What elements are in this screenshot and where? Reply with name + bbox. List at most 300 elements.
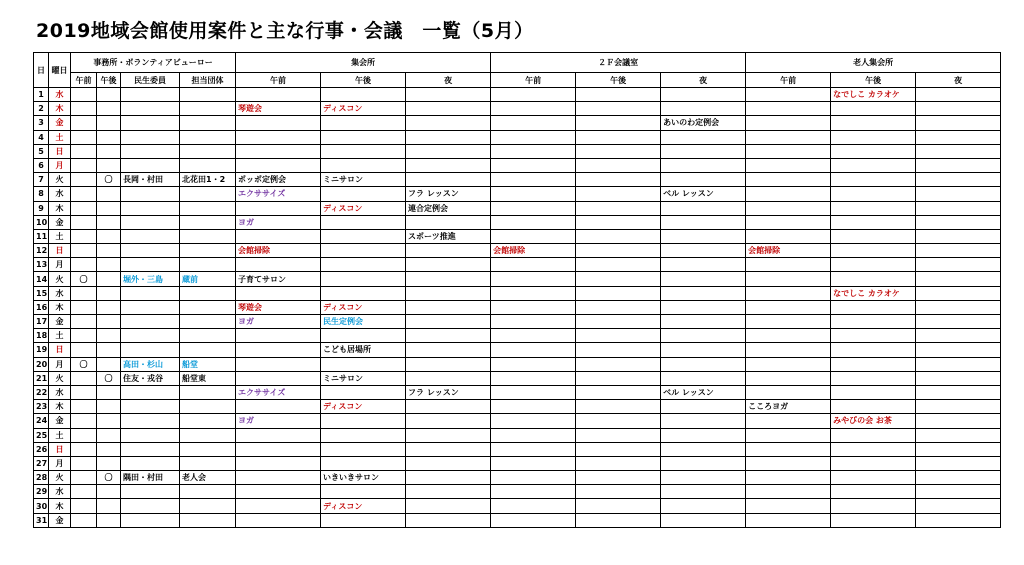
elder-am-cell	[746, 158, 831, 172]
day-cell: 19	[34, 343, 49, 357]
office-am-cell	[71, 329, 97, 343]
hall-pm-cell	[321, 286, 406, 300]
group-cell	[180, 428, 236, 442]
room-am-cell	[491, 272, 576, 286]
elder-pm-cell	[831, 357, 916, 371]
elder-night-cell	[916, 357, 1001, 371]
elder-night-cell	[916, 329, 1001, 343]
elder-am-cell	[746, 385, 831, 399]
weekday-cell: 日	[49, 343, 71, 357]
hall-night-cell	[406, 499, 491, 513]
group-cell	[180, 329, 236, 343]
room-am-cell	[491, 201, 576, 215]
hall-night-cell	[406, 343, 491, 357]
header-weekday: 曜日	[49, 53, 71, 88]
room-pm-cell	[576, 371, 661, 385]
office-pm-cell	[97, 215, 121, 229]
subheader-pm: 午後	[831, 73, 916, 88]
hall-pm-cell	[321, 88, 406, 102]
elder-am-cell	[746, 88, 831, 102]
elder-am-cell	[746, 144, 831, 158]
room-am-cell	[491, 300, 576, 314]
elder-night-cell	[916, 173, 1001, 187]
office-am-cell	[71, 371, 97, 385]
elder-pm-cell	[831, 116, 916, 130]
table-row	[34, 329, 1001, 343]
office-am-cell	[71, 244, 97, 258]
table-row	[34, 428, 1001, 442]
room-am-cell	[491, 499, 576, 513]
hall-am-cell: 子育てサロン	[236, 272, 321, 286]
hall-night-cell	[406, 173, 491, 187]
table-row	[34, 513, 1001, 527]
hall-night-cell	[406, 130, 491, 144]
room-night-cell	[661, 286, 746, 300]
room-pm-cell	[576, 116, 661, 130]
day-cell: 16	[34, 300, 49, 314]
room-pm-cell	[576, 315, 661, 329]
elder-am-cell	[746, 173, 831, 187]
elder-am-cell	[746, 442, 831, 456]
group-cell: 船堂東	[180, 371, 236, 385]
office-am-cell	[71, 173, 97, 187]
weekday-cell: 土	[49, 229, 71, 243]
subheader-pm: 午後	[97, 73, 121, 88]
table-row	[34, 456, 1001, 470]
hall-night-cell	[406, 102, 491, 116]
room-am-cell	[491, 102, 576, 116]
elder-night-cell	[916, 485, 1001, 499]
room-am-cell	[491, 371, 576, 385]
weekday-cell: 日	[49, 442, 71, 456]
room-night-cell	[661, 201, 746, 215]
hall-night-cell	[406, 442, 491, 456]
hall-night-cell	[406, 88, 491, 102]
office-am-cell	[71, 300, 97, 314]
table-row	[34, 215, 1001, 229]
weekday-cell: 日	[49, 244, 71, 258]
hall-pm-cell	[321, 116, 406, 130]
weekday-cell: 水	[49, 485, 71, 499]
office-pm-cell	[97, 513, 121, 527]
room-night-cell	[661, 357, 746, 371]
office-am-cell	[71, 88, 97, 102]
room-pm-cell	[576, 244, 661, 258]
room-night-cell	[661, 173, 746, 187]
room-night-cell	[661, 428, 746, 442]
weekday-cell: 火	[49, 471, 71, 485]
header-meeting-room: ２Ｆ会議室	[491, 53, 746, 73]
room-night-cell: ベル レッスン	[661, 385, 746, 399]
group-cell	[180, 456, 236, 470]
office-am-cell	[71, 144, 97, 158]
room-pm-cell	[576, 428, 661, 442]
room-am-cell	[491, 158, 576, 172]
office-pm-cell	[97, 456, 121, 470]
minsei-cell	[121, 258, 180, 272]
elder-pm-cell	[831, 471, 916, 485]
group-cell	[180, 513, 236, 527]
minsei-cell: 隅田・村田	[121, 471, 180, 485]
hall-night-cell	[406, 300, 491, 314]
table-row	[34, 343, 1001, 357]
room-pm-cell	[576, 485, 661, 499]
office-am-cell	[71, 102, 97, 116]
hall-am-cell	[236, 229, 321, 243]
elder-night-cell	[916, 158, 1001, 172]
elder-pm-cell	[831, 102, 916, 116]
hall-am-cell: ヨガ	[236, 215, 321, 229]
room-am-cell	[491, 286, 576, 300]
elder-night-cell	[916, 187, 1001, 201]
room-am-cell	[491, 130, 576, 144]
office-pm-cell	[97, 272, 121, 286]
hall-night-cell: 連合定例会	[406, 201, 491, 215]
minsei-cell	[121, 88, 180, 102]
group-cell	[180, 300, 236, 314]
elder-night-cell	[916, 300, 1001, 314]
room-night-cell	[661, 144, 746, 158]
office-pm-cell	[97, 229, 121, 243]
subheader-group: 担当団体	[180, 73, 236, 88]
header-day: 日	[34, 53, 49, 88]
office-am-cell	[71, 187, 97, 201]
elder-night-cell	[916, 428, 1001, 442]
hall-pm-cell: ディスコン	[321, 499, 406, 513]
table-row	[34, 442, 1001, 456]
hall-pm-cell	[321, 357, 406, 371]
group-cell	[180, 485, 236, 499]
table-row	[34, 173, 1001, 187]
elder-am-cell	[746, 315, 831, 329]
hall-am-cell	[236, 158, 321, 172]
elder-am-cell	[746, 187, 831, 201]
room-night-cell	[661, 215, 746, 229]
group-cell	[180, 187, 236, 201]
room-am-cell	[491, 116, 576, 130]
elder-night-cell	[916, 272, 1001, 286]
day-cell: 2	[34, 102, 49, 116]
hall-pm-cell: ディスコン	[321, 201, 406, 215]
day-cell: 17	[34, 315, 49, 329]
weekday-cell: 木	[49, 300, 71, 314]
elder-am-cell	[746, 357, 831, 371]
elder-night-cell	[916, 414, 1001, 428]
hall-pm-cell	[321, 485, 406, 499]
hall-am-cell	[236, 144, 321, 158]
elder-night-cell	[916, 400, 1001, 414]
room-pm-cell	[576, 400, 661, 414]
table-row	[34, 357, 1001, 371]
group-cell: 老人会	[180, 471, 236, 485]
day-cell: 18	[34, 329, 49, 343]
minsei-cell	[121, 456, 180, 470]
subheader-am: 午前	[746, 73, 831, 88]
elder-pm-cell	[831, 244, 916, 258]
group-cell	[180, 130, 236, 144]
minsei-cell	[121, 428, 180, 442]
weekday-cell: 水	[49, 286, 71, 300]
hall-am-cell	[236, 343, 321, 357]
weekday-cell: 火	[49, 371, 71, 385]
group-cell	[180, 144, 236, 158]
hall-am-cell	[236, 485, 321, 499]
elder-am-cell: こころヨガ	[746, 400, 831, 414]
hall-night-cell	[406, 116, 491, 130]
elder-night-cell	[916, 215, 1001, 229]
room-am-cell	[491, 258, 576, 272]
office-pm-cell	[97, 428, 121, 442]
room-night-cell	[661, 513, 746, 527]
room-am-cell	[491, 329, 576, 343]
hall-pm-cell: 民生定例会	[321, 315, 406, 329]
weekday-cell: 金	[49, 315, 71, 329]
office-pm-cell	[97, 357, 121, 371]
hall-am-cell	[236, 286, 321, 300]
hall-night-cell	[406, 456, 491, 470]
elder-am-cell	[746, 456, 831, 470]
elder-night-cell	[916, 385, 1001, 399]
room-am-cell	[491, 471, 576, 485]
elder-night-cell	[916, 499, 1001, 513]
weekday-cell: 火	[49, 272, 71, 286]
hall-pm-cell	[321, 442, 406, 456]
minsei-cell: 高田・杉山	[121, 357, 180, 371]
minsei-cell	[121, 300, 180, 314]
hall-night-cell	[406, 357, 491, 371]
hall-pm-cell: こども居場所	[321, 343, 406, 357]
hall-am-cell	[236, 442, 321, 456]
subheader-minsei: 民生委員	[121, 73, 180, 88]
hall-night-cell	[406, 400, 491, 414]
office-pm-cell	[97, 499, 121, 513]
office-pm-cell	[97, 442, 121, 456]
elder-pm-cell	[831, 144, 916, 158]
room-am-cell	[491, 187, 576, 201]
hall-am-cell: 琴遊会	[236, 102, 321, 116]
day-cell: 12	[34, 244, 49, 258]
day-cell: 13	[34, 258, 49, 272]
elder-pm-cell	[831, 456, 916, 470]
group-cell	[180, 88, 236, 102]
office-am-cell	[71, 158, 97, 172]
table-row	[34, 130, 1001, 144]
elder-am-cell	[746, 215, 831, 229]
elder-pm-cell	[831, 499, 916, 513]
day-cell: 24	[34, 414, 49, 428]
day-cell: 6	[34, 158, 49, 172]
hall-pm-cell	[321, 456, 406, 470]
room-pm-cell	[576, 144, 661, 158]
hall-night-cell	[406, 286, 491, 300]
subheader-night: 夜	[916, 73, 1001, 88]
group-cell: 北花田1・2	[180, 173, 236, 187]
room-pm-cell	[576, 201, 661, 215]
header-office: 事務所・ボランティアビューロー	[71, 53, 236, 73]
table-row	[34, 385, 1001, 399]
office-am-cell	[71, 215, 97, 229]
weekday-cell: 木	[49, 499, 71, 513]
elder-am-cell	[746, 300, 831, 314]
room-night-cell	[661, 315, 746, 329]
room-night-cell	[661, 102, 746, 116]
office-pm-cell	[97, 116, 121, 130]
day-cell: 21	[34, 371, 49, 385]
hall-pm-cell	[321, 258, 406, 272]
room-pm-cell	[576, 329, 661, 343]
room-pm-cell	[576, 215, 661, 229]
group-cell	[180, 315, 236, 329]
day-cell: 31	[34, 513, 49, 527]
minsei-cell: 長岡・村田	[121, 173, 180, 187]
elder-am-cell	[746, 485, 831, 499]
room-am-cell	[491, 357, 576, 371]
hall-night-cell	[406, 428, 491, 442]
table-row	[34, 471, 1001, 485]
room-night-cell	[661, 329, 746, 343]
minsei-cell	[121, 130, 180, 144]
room-pm-cell	[576, 88, 661, 102]
group-cell	[180, 116, 236, 130]
office-am-cell	[71, 414, 97, 428]
day-cell: 10	[34, 215, 49, 229]
table-row	[34, 414, 1001, 428]
hall-am-cell	[236, 499, 321, 513]
elder-am-cell	[746, 116, 831, 130]
table-row	[34, 315, 1001, 329]
hall-am-cell	[236, 456, 321, 470]
weekday-cell: 木	[49, 201, 71, 215]
day-cell: 8	[34, 187, 49, 201]
weekday-cell: 火	[49, 173, 71, 187]
room-night-cell: ベル レッスン	[661, 187, 746, 201]
minsei-cell	[121, 116, 180, 130]
room-am-cell	[491, 513, 576, 527]
elder-night-cell	[916, 258, 1001, 272]
room-pm-cell	[576, 414, 661, 428]
hall-night-cell	[406, 471, 491, 485]
hall-pm-cell	[321, 130, 406, 144]
elder-pm-cell	[831, 130, 916, 144]
weekday-cell: 月	[49, 357, 71, 371]
elder-am-cell	[746, 329, 831, 343]
room-am-cell	[491, 442, 576, 456]
group-cell	[180, 400, 236, 414]
hall-am-cell	[236, 357, 321, 371]
room-pm-cell	[576, 258, 661, 272]
day-cell: 3	[34, 116, 49, 130]
minsei-cell	[121, 229, 180, 243]
table-row	[34, 102, 1001, 116]
room-night-cell	[661, 272, 746, 286]
elder-pm-cell	[831, 343, 916, 357]
room-night-cell	[661, 258, 746, 272]
hall-night-cell: スポーツ推進	[406, 229, 491, 243]
elder-pm-cell: なでしこ カラオケ	[831, 286, 916, 300]
elder-am-cell	[746, 428, 831, 442]
day-cell: 20	[34, 357, 49, 371]
elder-am-cell	[746, 102, 831, 116]
weekday-cell: 金	[49, 513, 71, 527]
room-am-cell	[491, 343, 576, 357]
hall-am-cell	[236, 130, 321, 144]
hall-night-cell	[406, 144, 491, 158]
weekday-cell: 土	[49, 329, 71, 343]
day-cell: 28	[34, 471, 49, 485]
day-cell: 15	[34, 286, 49, 300]
office-pm-cell: 〇	[97, 471, 121, 485]
elder-night-cell	[916, 286, 1001, 300]
room-am-cell	[491, 485, 576, 499]
minsei-cell	[121, 201, 180, 215]
minsei-cell	[121, 499, 180, 513]
group-cell	[180, 258, 236, 272]
hall-pm-cell	[321, 144, 406, 158]
room-pm-cell	[576, 471, 661, 485]
table-row	[34, 144, 1001, 158]
room-am-cell: 会館掃除	[491, 244, 576, 258]
room-night-cell	[661, 244, 746, 258]
day-cell: 1	[34, 88, 49, 102]
office-am-cell	[71, 258, 97, 272]
hall-pm-cell	[321, 385, 406, 399]
hall-pm-cell	[321, 513, 406, 527]
day-cell: 30	[34, 499, 49, 513]
minsei-cell	[121, 414, 180, 428]
office-pm-cell	[97, 258, 121, 272]
elder-am-cell	[746, 201, 831, 215]
room-night-cell	[661, 499, 746, 513]
elder-pm-cell	[831, 229, 916, 243]
room-pm-cell	[576, 286, 661, 300]
office-pm-cell	[97, 414, 121, 428]
room-night-cell	[661, 442, 746, 456]
room-am-cell	[491, 88, 576, 102]
room-night-cell	[661, 456, 746, 470]
room-pm-cell	[576, 385, 661, 399]
room-pm-cell	[576, 130, 661, 144]
hall-am-cell: ヨガ	[236, 315, 321, 329]
elder-pm-cell	[831, 315, 916, 329]
elder-pm-cell	[831, 258, 916, 272]
elder-pm-cell	[831, 272, 916, 286]
room-pm-cell	[576, 229, 661, 243]
room-pm-cell	[576, 187, 661, 201]
elder-am-cell	[746, 258, 831, 272]
office-pm-cell	[97, 102, 121, 116]
group-cell	[180, 244, 236, 258]
office-am-cell	[71, 400, 97, 414]
elder-night-cell	[916, 229, 1001, 243]
elder-pm-cell	[831, 201, 916, 215]
day-cell: 29	[34, 485, 49, 499]
elder-night-cell	[916, 471, 1001, 485]
elder-pm-cell: なでしこ カラオケ	[831, 88, 916, 102]
hall-am-cell: ヨガ	[236, 414, 321, 428]
elder-am-cell: 会館掃除	[746, 244, 831, 258]
hall-am-cell: 会館掃除	[236, 244, 321, 258]
hall-am-cell	[236, 258, 321, 272]
weekday-cell: 月	[49, 258, 71, 272]
room-am-cell	[491, 400, 576, 414]
table-row	[34, 88, 1001, 102]
room-am-cell	[491, 315, 576, 329]
elder-pm-cell	[831, 158, 916, 172]
office-am-cell: 〇	[71, 357, 97, 371]
day-cell: 7	[34, 173, 49, 187]
room-am-cell	[491, 456, 576, 470]
hall-am-cell	[236, 116, 321, 130]
